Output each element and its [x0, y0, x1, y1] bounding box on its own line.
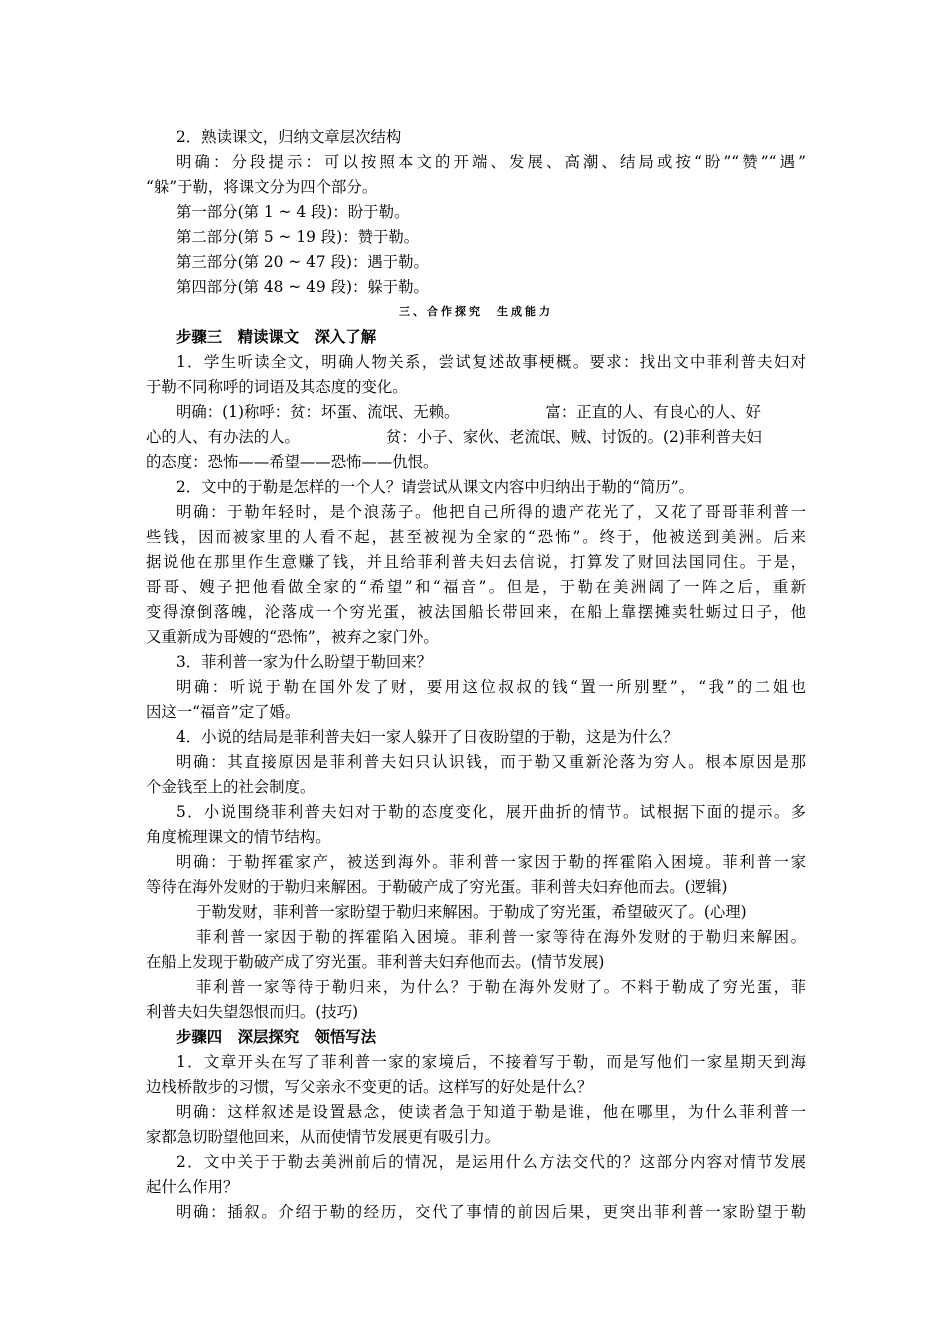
text-line: 第一部分(第 1 ~ 4 段)：盼于勒。 [176, 203, 410, 221]
text-line: 起什么作用？ [146, 1178, 239, 1196]
text-line: 利普夫妇失望怨恨而归。(技巧) [146, 1003, 359, 1021]
question-line: 4．小说的结局是菲利普夫妇一家人躲开了日夜盼望的于勒，这是为什么？ [176, 728, 679, 746]
section-heading: 三、合作探究 生成能力 [399, 305, 553, 318]
text-segment: 心的人、有办法的人。 [146, 428, 300, 446]
text-line: 又重新成为哥嫂的“恐怖”，被弃之家门外。 [146, 628, 439, 646]
text-line: 菲利普一家因于勒的挥霍陷入困境。菲利普一家等待在海外发财的于勒归来解困。 [196, 928, 806, 946]
text-line: 因这一“福音”定了婚。 [146, 703, 301, 721]
text-line: 在船上发现于勒破产成了穷光蛋。菲利普夫妇弃他而去。(情节发展) [146, 953, 605, 971]
text-line: 于勒不同称呼的词语及其态度的变化。 [146, 378, 408, 396]
text-line: 哥哥、嫂子把他看做全家的“希望”和“福音”。但是，于勒在美洲阔了一阵之后，重新 [146, 578, 806, 596]
text-segment: 明确：(1)称呼：贫：坏蛋、流氓、无赖。 [176, 403, 460, 421]
text-line: 第三部分(第 20 ~ 47 段)：遇于勒。 [176, 253, 429, 271]
text-line: 明确：分段提示：可以按照本文的开端、发展、高潮、结局或按“盼”“赞”“遇” [176, 153, 806, 171]
text-segment: 富：正直的人、有良心的人、好 [545, 403, 761, 421]
text-line: 于勒发财，菲利普一家盼望于勒归来解困。于勒成了穷光蛋，希望破灭了。(心理) [196, 903, 747, 921]
text-line: 菲利普一家等待于勒归来，为什么？于勒在海外发财了。不料于勒成了穷光蛋，菲 [196, 978, 806, 996]
step-heading: 步骤四 深层探究 领悟写法 [176, 1028, 377, 1046]
text-line: 角度梳理课文的情节结构。 [146, 828, 331, 846]
text-segment: 贫：小子、家伙、老流氓、贼、讨饭的。(2)菲利普夫妇 [385, 428, 762, 446]
text-line: 明确：其直接原因是菲利普夫妇只认识钱，而于勒又重新沦落为穷人。根本原因是那 [176, 753, 806, 771]
text-line [146, 425, 806, 450]
text-line [176, 400, 806, 425]
question-line: 5．小说围绕菲利普夫妇对于勒的态度变化，展开曲折的情节。试根据下面的提示。多 [176, 803, 806, 821]
text-line: 明确：这样叙述是设置悬念，使读者急于知道于勒是谁，他在哪里，为什么菲利普一 [176, 1103, 806, 1121]
text-line: 第二部分(第 5 ~ 19 段)：赞于勒。 [176, 228, 420, 246]
question-line: 3．菲利普一家为什么盼望于勒回来？ [176, 653, 433, 671]
question-line: 1．学生听读全文，明确人物关系，尝试复述故事梗概。要求：找出文中菲利普夫妇对 [176, 353, 806, 371]
text-line: 个金钱至上的社会制度。 [146, 778, 316, 796]
text-line: 边栈桥散步的习惯，写父亲永不变更的话。这样写的好处是什么？ [146, 1078, 593, 1096]
question-line: 1．文章开头在写了菲利普一家的家境后，不接着写于勒，而是写他们一家星期天到海 [176, 1053, 806, 1071]
text-line: 2．熟读课文，归纳文章层次结构 [176, 128, 402, 146]
text-line: 第四部分(第 48 ~ 49 段)：躲于勒。 [176, 278, 429, 296]
step-heading: 步骤三 精读课文 深入了解 [176, 328, 377, 346]
text-line: 明确：于勒挥霍家产，被送到海外。菲利普一家因于勒的挥霍陷入困境。菲利普一家 [176, 853, 806, 871]
text-line: 变得潦倒落魄，沦落成一个穷光蛋，被法国船长带回来，在船上靠摆摊卖牡蛎过日子，他 [146, 603, 806, 621]
text-line: 据说他在那里作生意赚了钱，并且给菲利普夫妇去信说，打算发了财回法国同住。于是， [146, 553, 806, 571]
text-line: 明确：听说于勒在国外发了财，要用这位叔叔的钱“置一所别墅”，“我”的二姐也 [176, 678, 806, 696]
text-line: 些钱，因而被家里的人看不起，甚至被视为全家的“恐怖”。终于，他被送到美洲。后来 [146, 528, 806, 546]
text-line: “躲”于勒，将课文分为四个部分。 [146, 178, 378, 196]
text-line: 明确：于勒年轻时，是个浪荡子。他把自己所得的遗产花光了，又花了哥哥菲利普一 [176, 503, 806, 521]
text-line: 的态度：恐怖——希望——恐怖——仇恨。 [146, 453, 439, 471]
question-line: 2．文中的于勒是怎样的一个人？请尝试从课文内容中归纳出于勒的“简历”。 [176, 478, 695, 496]
text-line: 明确：插叙。介绍于勒的经历，交代了事情的前因后果，更突出菲利普一家盼望于勒 [176, 1203, 806, 1221]
text-line: 家都急切盼望他回来，从而使情节发展更有吸引力。 [146, 1128, 500, 1146]
text-line: 等待在海外发财的于勒归来解困。于勒破产成了穷光蛋。菲利普夫妇弃他而去。(逻辑) [146, 878, 728, 896]
question-line: 2．文中关于于勒去美洲前后的情况，是运用什么方法交代的？这部分内容对情节发展 [176, 1153, 806, 1171]
